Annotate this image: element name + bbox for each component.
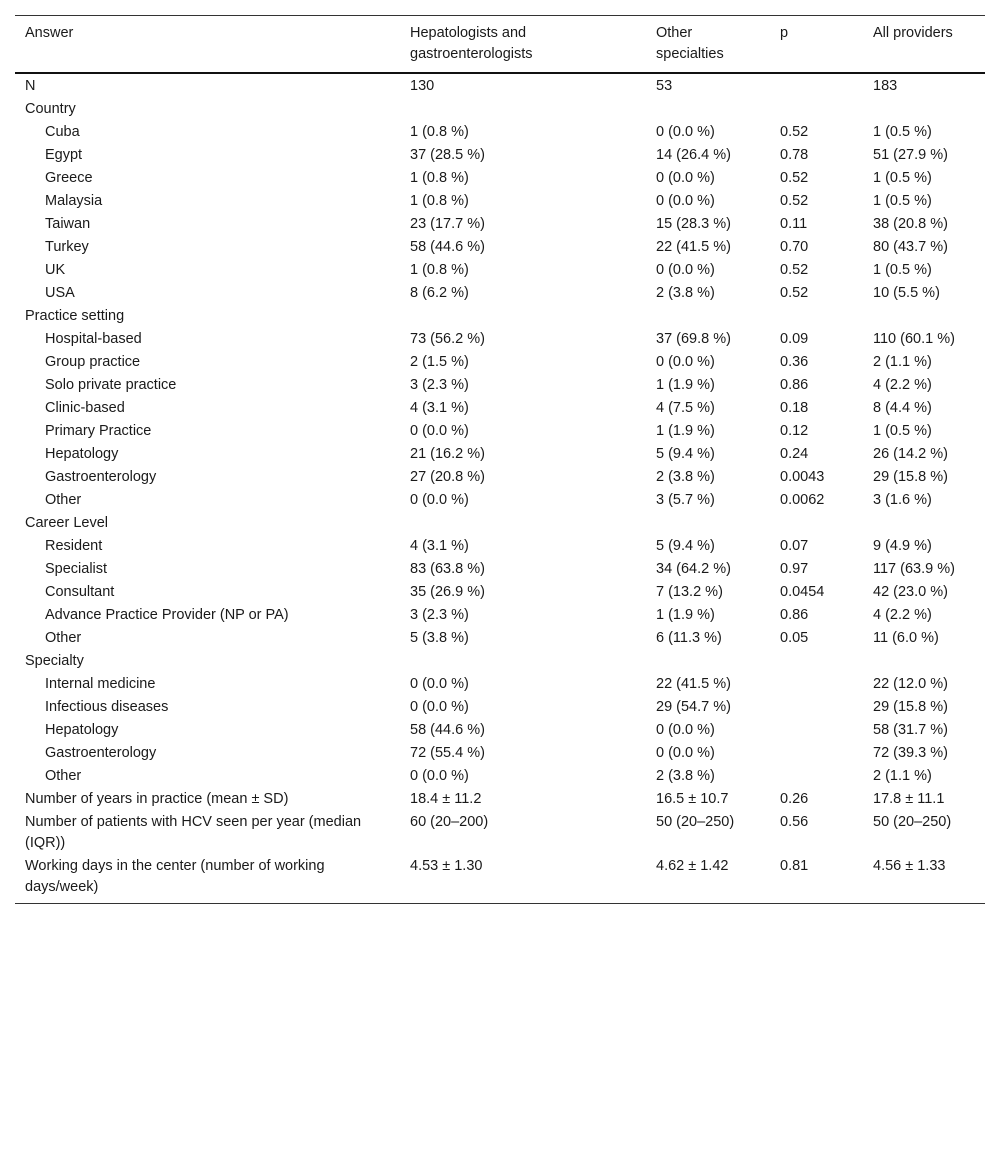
cell-all-providers bbox=[863, 98, 985, 121]
cell-hepatologists-gastroenterologists: 72 (55.4 %) bbox=[410, 745, 485, 761]
cell-other-specialties: 14 (26.4 %) bbox=[656, 147, 731, 163]
cell-p-value: 0.09 bbox=[780, 331, 809, 347]
table-header bbox=[15, 16, 985, 74]
cell-other-specialties: 0 (0.0 %) bbox=[656, 745, 715, 761]
header-row bbox=[15, 16, 985, 74]
table-row bbox=[15, 765, 985, 788]
cell-p-value bbox=[770, 512, 863, 535]
cell-p-value: 0.52 bbox=[780, 124, 809, 140]
cell-p-value: 0.86 bbox=[780, 607, 809, 623]
cell-p-value bbox=[770, 305, 863, 328]
cell-other-specialties: 3 (5.7 %) bbox=[656, 492, 715, 508]
cell-hepatologists-gastroenterologists: 1 (0.8 %) bbox=[410, 124, 469, 140]
cell-other-specialties: 37 (69.8 %) bbox=[656, 331, 731, 347]
cell-other-specialties: 22 (41.5 %) bbox=[656, 676, 731, 692]
cell-hepatologists-gastroenterologists: 0 (0.0 %) bbox=[410, 492, 469, 508]
cell-other-specialties: 53 bbox=[656, 78, 673, 94]
cell-all-providers: 29 (15.8 %) bbox=[873, 699, 948, 715]
cell-hepatologists-gastroenterologists: 23 (17.7 %) bbox=[410, 216, 485, 232]
cell-p-value: 0.0043 bbox=[780, 469, 825, 485]
cell-hepatologists-gastroenterologists: 58 (44.6 %) bbox=[410, 722, 485, 738]
cell-other-specialties: 2 (3.8 %) bbox=[656, 469, 715, 485]
table-row bbox=[15, 742, 985, 765]
table-row bbox=[15, 236, 985, 259]
table-row bbox=[15, 259, 985, 282]
cell-hepatologists-gastroenterologists bbox=[400, 305, 646, 328]
cell-hepatologists-gastroenterologists: 8 (6.2 %) bbox=[410, 285, 469, 301]
table-row bbox=[15, 855, 985, 904]
cell-p-value: 0.07 bbox=[780, 538, 809, 554]
cell-p-value: 0.12 bbox=[780, 423, 809, 439]
row-label: Advance Practice Provider (NP or PA) bbox=[45, 607, 289, 623]
section-header-row bbox=[15, 305, 985, 328]
cell-hepatologists-gastroenterologists: 37 (28.5 %) bbox=[410, 147, 485, 163]
section-header-row bbox=[15, 650, 985, 673]
cell-other-specialties: 15 (28.3 %) bbox=[656, 216, 731, 232]
cell-all-providers: 51 (27.9 %) bbox=[873, 147, 948, 163]
cell-hepatologists-gastroenterologists: 2 (1.5 %) bbox=[410, 354, 469, 370]
row-label: N bbox=[25, 78, 36, 94]
cell-hepatologists-gastroenterologists: 18.4 ± 11.2 bbox=[410, 791, 482, 807]
cell-p-value: 0.52 bbox=[780, 285, 809, 301]
table-row bbox=[15, 558, 985, 581]
row-label: Specialist bbox=[45, 561, 108, 577]
cell-all-providers: 42 (23.0 %) bbox=[873, 584, 948, 600]
cell-other-specialties bbox=[646, 98, 770, 121]
row-label: Primary Practice bbox=[45, 423, 152, 439]
row-label: Hepatology bbox=[45, 446, 119, 462]
table-row bbox=[15, 581, 985, 604]
table-row bbox=[15, 213, 985, 236]
cell-p-value bbox=[770, 98, 863, 121]
cell-p-value: 0.05 bbox=[780, 630, 809, 646]
cell-other-specialties bbox=[646, 512, 770, 535]
section-header-row bbox=[15, 512, 985, 535]
table-row bbox=[15, 73, 985, 98]
table-row bbox=[15, 443, 985, 466]
cell-all-providers: 10 (5.5 %) bbox=[873, 285, 940, 301]
table-row bbox=[15, 673, 985, 696]
table-row bbox=[15, 466, 985, 489]
cell-other-specialties: 0 (0.0 %) bbox=[656, 193, 715, 209]
table-row bbox=[15, 167, 985, 190]
cell-p-value: 0.70 bbox=[780, 239, 809, 255]
cell-hepatologists-gastroenterologists: 73 (56.2 %) bbox=[410, 331, 485, 347]
cell-all-providers bbox=[863, 512, 985, 535]
cell-all-providers: 2 (1.1 %) bbox=[873, 768, 932, 784]
table-row bbox=[15, 190, 985, 213]
cell-other-specialties: 0 (0.0 %) bbox=[656, 124, 715, 140]
table-row bbox=[15, 420, 985, 443]
cell-p-value: 0.81 bbox=[780, 858, 809, 874]
cell-other-specialties: 2 (3.8 %) bbox=[656, 285, 715, 301]
table-row bbox=[15, 328, 985, 351]
cell-all-providers: 26 (14.2 %) bbox=[873, 446, 948, 462]
cell-other-specialties: 16.5 ± 10.7 bbox=[656, 791, 729, 807]
cell-hepatologists-gastroenterologists: 0 (0.0 %) bbox=[410, 423, 469, 439]
cell-p-value: 0.56 bbox=[780, 814, 809, 830]
cell-hepatologists-gastroenterologists: 27 (20.8 %) bbox=[410, 469, 485, 485]
row-label: Group practice bbox=[45, 354, 141, 370]
cell-hepatologists-gastroenterologists: 1 (0.8 %) bbox=[410, 193, 469, 209]
cell-all-providers: 38 (20.8 %) bbox=[873, 216, 948, 232]
header-hepatologists-gastroenterologists: Hepatologists and gastroenterologists bbox=[410, 25, 533, 62]
cell-all-providers: 1 (0.5 %) bbox=[873, 124, 932, 140]
cell-other-specialties: 4.62 ± 1.42 bbox=[656, 858, 729, 874]
cell-hepatologists-gastroenterologists: 83 (63.8 %) bbox=[410, 561, 485, 577]
row-label: Malaysia bbox=[45, 193, 103, 209]
cell-all-providers: 1 (0.5 %) bbox=[873, 193, 932, 209]
cell-all-providers: 183 bbox=[873, 78, 898, 94]
cell-hepatologists-gastroenterologists: 0 (0.0 %) bbox=[410, 768, 469, 784]
cell-p-value: 0.36 bbox=[780, 354, 809, 370]
cell-other-specialties bbox=[646, 650, 770, 673]
cell-all-providers: 80 (43.7 %) bbox=[873, 239, 948, 255]
row-label: Practice setting bbox=[25, 308, 125, 324]
cell-other-specialties: 0 (0.0 %) bbox=[656, 170, 715, 186]
row-label: Number of patients with HCV seen per year (median (IQR)) bbox=[25, 814, 362, 851]
row-label: Hepatology bbox=[45, 722, 119, 738]
cell-all-providers: 22 (12.0 %) bbox=[873, 676, 948, 692]
cell-p-value: 0.18 bbox=[780, 400, 809, 416]
row-label: Other bbox=[45, 768, 82, 784]
cell-hepatologists-gastroenterologists bbox=[400, 98, 646, 121]
table-row bbox=[15, 121, 985, 144]
row-label: Solo private practice bbox=[45, 377, 177, 393]
section-header-row bbox=[15, 98, 985, 121]
cell-all-providers: 2 (1.1 %) bbox=[873, 354, 932, 370]
cell-p-value: 0.11 bbox=[780, 216, 808, 232]
cell-other-specialties bbox=[646, 305, 770, 328]
table-row bbox=[15, 489, 985, 512]
cell-p-value: 0.97 bbox=[780, 561, 809, 577]
table-row bbox=[15, 811, 985, 855]
row-label: Turkey bbox=[45, 239, 89, 255]
cell-hepatologists-gastroenterologists bbox=[400, 512, 646, 535]
cell-p-value: 0.0454 bbox=[780, 584, 825, 600]
cell-hepatologists-gastroenterologists: 58 (44.6 %) bbox=[410, 239, 485, 255]
cell-other-specialties: 5 (9.4 %) bbox=[656, 538, 715, 554]
row-label: Working days in the center (number of working days/week) bbox=[25, 858, 325, 895]
table-row bbox=[15, 282, 985, 305]
table-row bbox=[15, 351, 985, 374]
cell-all-providers: 9 (4.9 %) bbox=[873, 538, 932, 554]
row-label: Career Level bbox=[25, 515, 109, 531]
table-row bbox=[15, 535, 985, 558]
row-label: Specialty bbox=[25, 653, 84, 669]
cell-all-providers: 72 (39.3 %) bbox=[873, 745, 948, 761]
cell-hepatologists-gastroenterologists: 4 (3.1 %) bbox=[410, 538, 469, 554]
table-row bbox=[15, 627, 985, 650]
cell-p-value: 0.0062 bbox=[780, 492, 825, 508]
header-answer: Answer bbox=[25, 25, 74, 41]
row-label: Number of years in practice (mean ± SD) bbox=[25, 791, 289, 807]
cell-hepatologists-gastroenterologists: 3 (2.3 %) bbox=[410, 607, 469, 623]
table-row bbox=[15, 374, 985, 397]
cell-hepatologists-gastroenterologists: 35 (26.9 %) bbox=[410, 584, 485, 600]
row-label: Infectious diseases bbox=[45, 699, 169, 715]
header-all-providers: All providers bbox=[873, 25, 953, 41]
cell-other-specialties: 0 (0.0 %) bbox=[656, 262, 715, 278]
cell-all-providers: 11 (6.0 %) bbox=[873, 630, 939, 646]
row-label: Gastroenterology bbox=[45, 469, 157, 485]
cell-p-value bbox=[770, 73, 863, 98]
table-row bbox=[15, 144, 985, 167]
cell-other-specialties: 1 (1.9 %) bbox=[656, 607, 715, 623]
cell-p-value bbox=[770, 765, 863, 788]
row-label: Internal medicine bbox=[45, 676, 156, 692]
cell-p-value: 0.52 bbox=[780, 193, 809, 209]
cell-hepatologists-gastroenterologists: 1 (0.8 %) bbox=[410, 170, 469, 186]
row-label: UK bbox=[45, 262, 66, 278]
cell-all-providers: 50 (20–250) bbox=[873, 814, 952, 830]
cell-p-value: 0.86 bbox=[780, 377, 809, 393]
cell-p-value bbox=[770, 673, 863, 696]
row-label: Cuba bbox=[45, 124, 80, 140]
cell-hepatologists-gastroenterologists: 5 (3.8 %) bbox=[410, 630, 469, 646]
cell-other-specialties: 34 (64.2 %) bbox=[656, 561, 731, 577]
cell-other-specialties: 50 (20–250) bbox=[656, 814, 735, 830]
table-row bbox=[15, 788, 985, 811]
cell-all-providers bbox=[863, 305, 985, 328]
header-other-specialties: Other specialties bbox=[656, 25, 724, 62]
cell-other-specialties: 1 (1.9 %) bbox=[656, 377, 715, 393]
cell-p-value: 0.24 bbox=[780, 446, 809, 462]
cell-other-specialties: 22 (41.5 %) bbox=[656, 239, 731, 255]
cell-p-value bbox=[770, 696, 863, 719]
cell-hepatologists-gastroenterologists: 4 (3.1 %) bbox=[410, 400, 469, 416]
cell-all-providers: 4 (2.2 %) bbox=[873, 377, 932, 393]
cell-p-value: 0.52 bbox=[780, 262, 809, 278]
cell-hepatologists-gastroenterologists: 130 bbox=[410, 78, 435, 94]
cell-p-value bbox=[770, 719, 863, 742]
cell-p-value: 0.26 bbox=[780, 791, 809, 807]
cell-other-specialties: 2 (3.8 %) bbox=[656, 768, 715, 784]
cell-hepatologists-gastroenterologists: 21 (16.2 %) bbox=[410, 446, 485, 462]
cell-all-providers: 29 (15.8 %) bbox=[873, 469, 948, 485]
cell-p-value bbox=[770, 650, 863, 673]
table-row bbox=[15, 604, 985, 627]
cell-hepatologists-gastroenterologists: 0 (0.0 %) bbox=[410, 699, 469, 715]
row-label: Greece bbox=[45, 170, 93, 186]
row-label: Other bbox=[45, 492, 82, 508]
row-label: Gastroenterology bbox=[45, 745, 157, 761]
row-label: Egypt bbox=[45, 147, 83, 163]
header-p-value: p bbox=[780, 25, 789, 41]
cell-hepatologists-gastroenterologists: 1 (0.8 %) bbox=[410, 262, 469, 278]
cell-other-specialties: 6 (11.3 %) bbox=[656, 630, 722, 646]
cell-all-providers: 110 (60.1 %) bbox=[873, 331, 955, 347]
cell-hepatologists-gastroenterologists: 3 (2.3 %) bbox=[410, 377, 469, 393]
table-row bbox=[15, 397, 985, 420]
cell-all-providers: 58 (31.7 %) bbox=[873, 722, 948, 738]
cell-all-providers: 117 (63.9 %) bbox=[873, 561, 955, 577]
cell-hepatologists-gastroenterologists: 0 (0.0 %) bbox=[410, 676, 469, 692]
row-label: Resident bbox=[45, 538, 103, 554]
table-row bbox=[15, 696, 985, 719]
cell-all-providers: 4 (2.2 %) bbox=[873, 607, 932, 623]
cell-p-value bbox=[770, 742, 863, 765]
row-label: Hospital-based bbox=[45, 331, 142, 347]
table-body bbox=[15, 73, 985, 904]
cell-all-providers: 3 (1.6 %) bbox=[873, 492, 932, 508]
table-row bbox=[15, 719, 985, 742]
cell-hepatologists-gastroenterologists: 4.53 ± 1.30 bbox=[410, 858, 483, 874]
cell-other-specialties: 29 (54.7 %) bbox=[656, 699, 731, 715]
provider-characteristics-table bbox=[15, 15, 985, 904]
row-label: USA bbox=[45, 285, 75, 301]
cell-p-value: 0.52 bbox=[780, 170, 809, 186]
cell-hepatologists-gastroenterologists bbox=[400, 650, 646, 673]
row-label: Clinic-based bbox=[45, 400, 125, 416]
row-label: Other bbox=[45, 630, 82, 646]
cell-all-providers: 1 (0.5 %) bbox=[873, 423, 932, 439]
cell-other-specialties: 0 (0.0 %) bbox=[656, 722, 715, 738]
cell-all-providers: 1 (0.5 %) bbox=[873, 170, 932, 186]
table-container bbox=[15, 15, 985, 904]
row-label: Taiwan bbox=[45, 216, 91, 232]
cell-p-value: 0.78 bbox=[780, 147, 809, 163]
cell-other-specialties: 0 (0.0 %) bbox=[656, 354, 715, 370]
cell-other-specialties: 5 (9.4 %) bbox=[656, 446, 715, 462]
cell-hepatologists-gastroenterologists: 60 (20–200) bbox=[410, 814, 489, 830]
cell-all-providers: 4.56 ± 1.33 bbox=[873, 858, 946, 874]
row-label: Country bbox=[25, 101, 76, 117]
cell-all-providers: 17.8 ± 11.1 bbox=[873, 791, 945, 807]
cell-other-specialties: 1 (1.9 %) bbox=[656, 423, 715, 439]
cell-all-providers: 8 (4.4 %) bbox=[873, 400, 932, 416]
cell-other-specialties: 7 (13.2 %) bbox=[656, 584, 723, 600]
cell-all-providers: 1 (0.5 %) bbox=[873, 262, 932, 278]
cell-all-providers bbox=[863, 650, 985, 673]
cell-other-specialties: 4 (7.5 %) bbox=[656, 400, 715, 416]
row-label: Consultant bbox=[45, 584, 115, 600]
